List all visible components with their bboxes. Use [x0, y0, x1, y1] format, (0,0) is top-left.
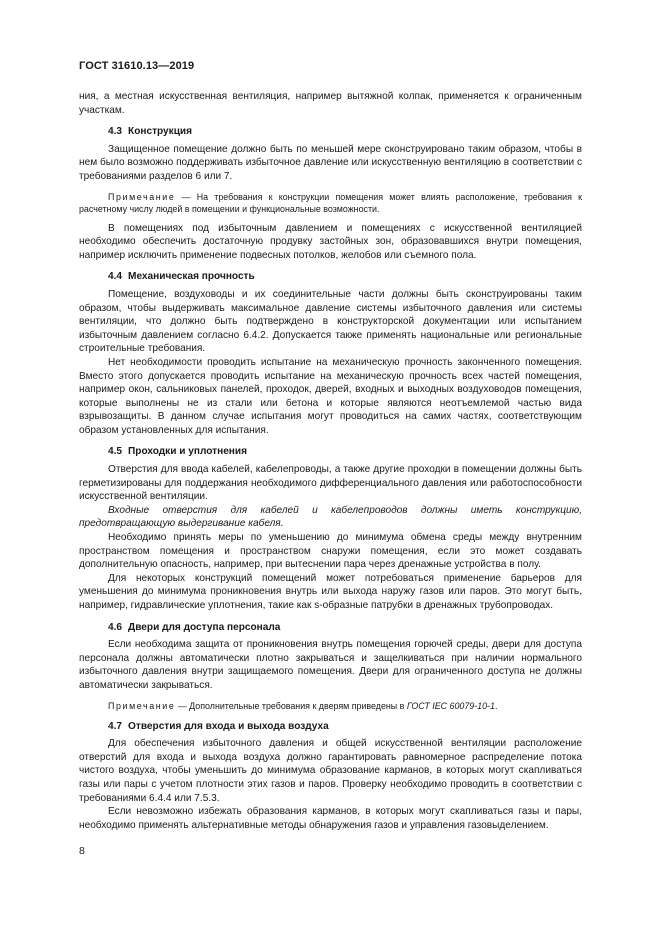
paragraph: Если необходима защита от проникновения внутрь помещения горючей среды, двери для доступа персонала должны автоматически плотно закрываться и защелкиваться при наличии нормального избыточного давления внутри защищаемого помещения. Двери для ограниченного доступа не должны автоматически закрываться. [79, 639, 582, 691]
note-text: — Дополнительные требования к дверям приведены в [175, 700, 407, 711]
document-body [79, 90, 582, 832]
page-number: 8 [79, 845, 85, 857]
paragraph: Защищенное помещение должно быть по меньшей мере сконструировано таким образом, чтобы в нем было возможно поддерживать избыточное давление или искусственную вентиляцию в соответствии с требованиями разделов 6 или 7. [79, 143, 582, 182]
continued-paragraph: ния, а местная искусственная вентиляция, например вытяжной колпак, применяется к ограниченным участкам. [79, 91, 582, 116]
section-heading-4-7: 4.7 Отверстия для входа и выхода воздуха [108, 720, 329, 732]
standard-id: ГОСТ 31610.13—2019 [79, 60, 195, 72]
note: Примечание — Дополнительные требования к дверям приведены в ГОСТ IEC 60079-10-1. [108, 700, 498, 711]
paragraph: Необходимо принять меры по уменьшению до минимума обмена среды между внутренним пространством помещения и пространством снаружи помещения, если это может создавать дополнительную опасность, например, при вытеснении пара через дренажные устройства в полу. [79, 532, 582, 571]
paragraph: Для обеспечения избыточного давления и общей искусственной вентиляции расположение отверстий для входа и выхода воздуха должно гарантировать равномерное распределение потока чистого воздуха, чтобы уменьшить до минимума образование карманов, в которых могут скапливаться газы или пары с учетом плотности этих газов и паров. Проверку необходимо проводить в соответствии с требованиями 6.4.4 или 7.5.3. [79, 738, 582, 804]
paragraph: Если невозможно избежать образования карманов, в которых могут скапливаться газы и пары, необходимо применять альтернативные методы обнаружения газов и управления газовыделением. [79, 806, 582, 831]
note-label: Примечание [108, 191, 176, 202]
section-heading-4-6: 4.6 Двери для доступа персонала [108, 621, 281, 633]
note-label: Примечание [108, 700, 176, 711]
italic-paragraph: Входные отверстия для кабелей и кабелепроводов должны иметь конструкцию, предотвращающую выдергивание кабеля. [79, 504, 582, 530]
section-heading-4-5: 4.5 Проходки и уплотнения [108, 446, 248, 458]
note-text: — На требования к конструкции помещения может влиять расположение, требования к расчетному числу людей в помещении и функциональные возможности. [79, 191, 582, 214]
paragraph: В помещениях под избыточным давлением и помещениях с искусственной вентиляцией необходимо обеспечить достаточную продувку застойных зон, образовавшихся внутри помещения, например исключить применение подвесных потолков, желобов или съемного пола. [79, 222, 582, 261]
document-header [79, 60, 194, 72]
section-heading-4-4: 4.4 Механическая прочность [108, 271, 255, 283]
standard-reference: ГОСТ IEC 60079-10-1 [406, 700, 495, 711]
paragraph: Для некоторых конструкций помещений может потребоваться применение барьеров для уменьшения до минимума проникновения внутрь или выхода наружу газов или паров. Это могут быть, например, гидравлические уплотнения, такие как s-образные патрубки в дренажных трубопроводах. [79, 572, 582, 611]
note [79, 191, 582, 215]
paragraph: Отверстия для ввода кабелей, кабелепроводы, а также другие проходки в помещении должны быть герметизированы для поддержания необходимого дифференциального давления или работоспособности искусственной вентиляции. [79, 464, 582, 503]
section-heading-4-3: 4.3 Конструкция [108, 126, 193, 138]
paragraph: Помещение, воздуховоды и их соединительные части должны быть сконструированы таким образом, чтобы выдерживать максимальное давление системы избыточного давления или системы вентиляции, что должно быть подтверждено в конструкторской документации или испытанием избыточным давлением согласно 6.4.2. Допускается также применять национальные или региональные строительные требования. [79, 288, 582, 355]
paragraph: Нет необходимости проводить испытание на механическую прочность законченного помещения. Вместо этого допускается проводить испытание на механическую прочность всех частей помещения, например окон, сальниковых панелей, проходок, дверей, входных и выходных воздуховодов помещения, которые выполнены не из стали или бетона и которые являются неотъемлемой частью вида взрывозащиты. В данном случае испытания могут проводиться на самих частях, соответствующим образом установленных для испытания. [79, 356, 582, 436]
